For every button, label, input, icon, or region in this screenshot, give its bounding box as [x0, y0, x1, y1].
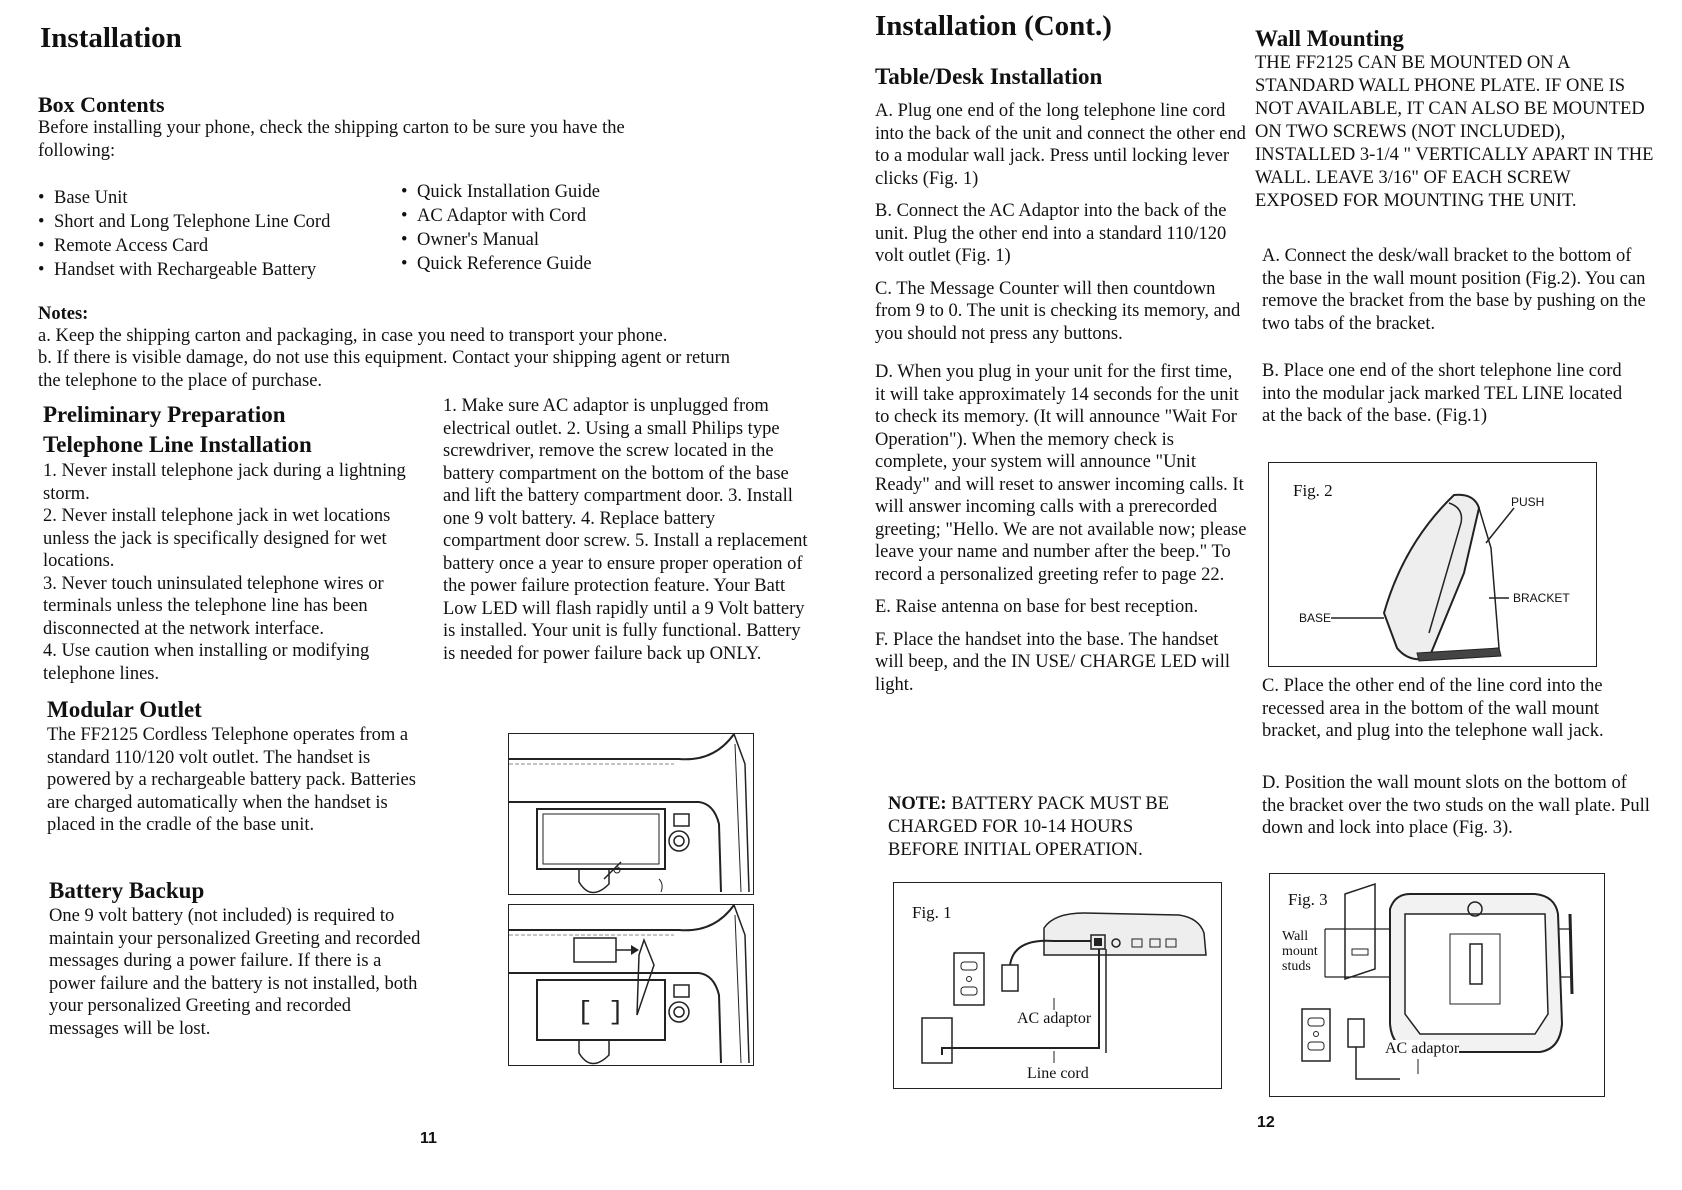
fig3-ac-adaptor-label: AC adaptor	[1385, 1040, 1460, 1057]
wall-bracket-illustration	[1269, 463, 1596, 666]
list-item: 3. Never touch uninsulated telephone wires or terminals unless the telephone line has been disconnected at the network interface.	[43, 573, 384, 639]
right-page-title: Installation (Cont.)	[875, 10, 1112, 42]
list-item: • Quick Reference Guide	[401, 252, 661, 276]
box-contents-list-2	[401, 180, 661, 276]
svg-text:[ ]: [ ]	[577, 997, 624, 1027]
fig2-title: Fig. 2	[1293, 481, 1333, 500]
wall-step-c: C. Place the other end of the line cord into the recessed area in the bottom of the wall mount bracket, and plug into the telephone wall jack.	[1262, 676, 1604, 741]
note-label: NOTE:	[888, 794, 947, 814]
fig3-studs-label: studs	[1282, 959, 1311, 974]
fig3-mount-label: mount	[1282, 944, 1318, 959]
preliminary-section	[43, 400, 415, 685]
list-item: • Short and Long Telephone Line Cord	[38, 210, 398, 234]
figure-3	[1269, 873, 1605, 1097]
preliminary-heading: Preliminary Preparation	[43, 402, 286, 427]
fig3-wall-label: Wall	[1282, 929, 1309, 944]
notes-line-a: a. Keep the shipping carton and packaging, in case you need to transport your phone.	[38, 326, 668, 346]
left-page-title: Installation	[40, 22, 182, 54]
fig1-ac-adaptor-label: AC adaptor	[1017, 1010, 1092, 1027]
list-item: 1. Never install telephone jack during a lightning storm.	[43, 461, 406, 504]
list-item: 2. Never install telephone jack in wet locations unless the jack is specifically designed for wet locations.	[43, 506, 391, 571]
list-item: • Quick Installation Guide	[401, 180, 661, 204]
wall-mounting-caps-text: THE FF2125 CAN BE MOUNTED ON A STANDARD WALL PHONE PLATE. IF ONE IS NOT AVAILABLE, IT CAN ALSO BE MOUNTED ON TWO SCREWS (NOT INCLUDED), INSTALLED 3-1/4 " VERTICALLY APART IN THE WALL. LEAVE 3/16" OF EACH SCREW EXPOSED FOR MOUNTING THE UNIT.	[1255, 53, 1654, 211]
table-desk-steps	[875, 100, 1247, 706]
battery-backup-section	[49, 877, 424, 1040]
box-contents-heading: Box Contents	[38, 92, 165, 117]
notes-line-b: b. If there is visible damage, do not use this equipment. Contact your shipping agent or return the telephone to the place of purchase.	[38, 348, 731, 391]
modular-outlet-text: The FF2125 Cordless Telephone operates from a standard 110/120 volt outlet. The handset is powered by a rechargeable battery pack. Batteries are charged automatically when the handset is placed in the cradle of the base unit.	[47, 725, 416, 835]
list-item: • Handset with Rechargeable Battery	[38, 258, 398, 282]
step-d: D. When you plug in your unit for the first time, it will take approximately 14 seconds for the unit to check its memory. (It will announce "Wait For Operation"). When the memory check is complete, your system will announce "Unit Ready" and will reset to answer incoming calls. It will answer incoming calls with a prerecorded greeting; "Hello. We are not available now; please leave your name and number after the beep." To record a personalized greeting refer to page 22.	[875, 362, 1247, 585]
box-contents-list-1	[38, 186, 398, 282]
figure-1	[893, 882, 1222, 1089]
battery-compartment-figure-1	[508, 733, 754, 895]
table-installation-illustration	[894, 883, 1221, 1088]
figure-2	[1268, 462, 1597, 667]
step-c: C. The Message Counter will then countdown from 9 to 0. The unit is checking its memory, and you should not press any buttons.	[875, 278, 1241, 344]
modular-outlet-heading: Modular Outlet	[47, 697, 202, 722]
step-e: E. Raise antenna on base for best reception.	[875, 597, 1199, 617]
fig2-bracket-label: BRACKET	[1513, 591, 1570, 605]
right-page-number: 12	[1257, 1114, 1275, 1131]
list-item: 4. Use caution when installing or modifying telephone lines.	[43, 641, 370, 684]
table-desk-heading: Table/Desk Installation	[875, 64, 1103, 89]
battery-backup-heading: Battery Backup	[49, 878, 205, 903]
fig1-line-cord-label: Line cord	[1027, 1065, 1089, 1082]
wall-mount-illustration	[1270, 874, 1604, 1096]
list-item: • AC Adaptor with Cord	[401, 204, 661, 228]
notes-heading: Notes:	[38, 304, 89, 324]
wall-step-a: A. Connect the desk/wall bracket to the bottom of the base in the wall mount position (Fig.2). You can remove the bracket from the base by pushing on the two tabs of the bracket.	[1262, 246, 1646, 334]
list-item: • Remote Access Card	[38, 234, 398, 258]
fig1-title: Fig. 1	[912, 903, 952, 922]
battery-backup-text: One 9 volt battery (not included) is required to maintain your personalized Greeting and recorded messages during a power failure. If there is a power failure and the battery is not installed, both your personalized Greeting and recorded messages will be lost.	[49, 906, 421, 1039]
list-item: • Base Unit	[38, 186, 398, 210]
box-contents-intro: Before installing your phone, check the shipping carton to be sure you have the following:	[38, 118, 625, 161]
telephone-line-heading: Telephone Line Installation	[43, 432, 312, 457]
wall-step-d: D. Position the wall mount slots on the bottom of the bracket over the two studs on the wall plate. Pull down and lock into place (Fig. 3).	[1262, 773, 1650, 838]
wall-mounting-heading: Wall Mounting	[1255, 26, 1404, 51]
note-text: BATTERY PACK MUST BE CHARGED FOR 10-14 HOURS BEFORE INITIAL OPERATION.	[888, 794, 1169, 860]
battery-steps: 1. Make sure AC adaptor is unplugged from electrical outlet. 2. Using a small Philips type screwdriver, remove the screw located in the battery compartment on the bottom of the base and lift the battery compartment door. 3. Install one 9 volt battery. 4. Replace battery compartment door screw. 5. Install a replacement battery once a year to ensure proper operation of the power failure protection feature. Your Batt Low LED will flash rapidly until a 9 Volt battery is installed. Your unit is fully functional. Battery is needed for power failure back up ONLY.	[443, 396, 808, 664]
step-a: A. Plug one end of the long telephone line cord into the back of the unit and connect the other end to a modular wall jack. Press until locking lever clicks (Fig. 1)	[875, 101, 1246, 189]
wall-step-b: B. Place one end of the short telephone line cord into the modular jack marked TEL LINE located at the back of the base. (Fig.1)	[1262, 361, 1623, 426]
list-item: • Owner's Manual	[401, 228, 661, 252]
battery-install-illustration	[509, 905, 753, 1065]
battery-compartment-open-illustration	[509, 734, 753, 894]
left-page-number: 11	[420, 1130, 437, 1147]
fig2-base-label: BASE	[1299, 611, 1332, 625]
step-b: B. Connect the AC Adaptor into the back of the unit. Plug the other end into a standard 110/120 volt outlet (Fig. 1)	[875, 201, 1227, 266]
battery-compartment-figure-2	[508, 904, 754, 1066]
fig2-push-label: PUSH	[1511, 495, 1545, 509]
battery-note	[888, 793, 1198, 862]
step-f: F. Place the handset into the base. The handset will beep, and the IN USE/ CHARGE LED will light.	[875, 629, 1231, 695]
modular-outlet-section	[47, 696, 417, 837]
fig3-title: Fig. 3	[1288, 890, 1328, 909]
